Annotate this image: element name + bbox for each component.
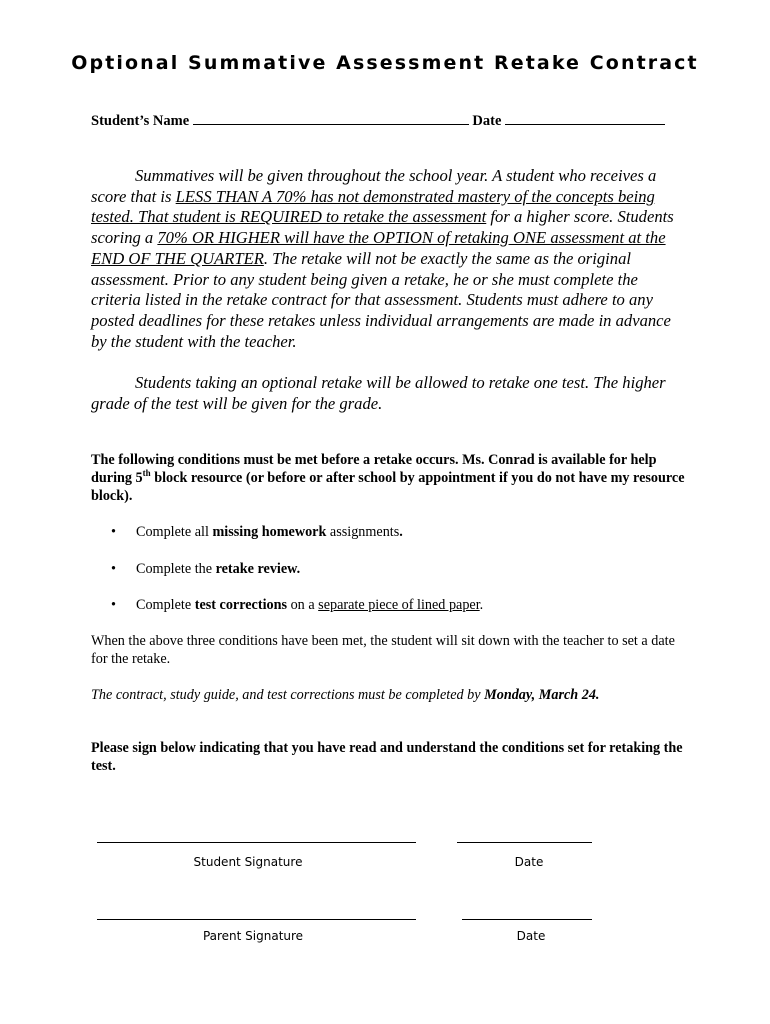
bullet-bold-text: retake review.	[215, 560, 301, 577]
student-date-line[interactable]	[457, 842, 592, 843]
list-item	[91, 560, 685, 597]
parent-signature-line[interactable]	[97, 919, 416, 920]
ordinal-suffix: th	[142, 468, 151, 478]
optional-retake-paragraph	[91, 373, 685, 414]
parent-date-label: Date	[516, 929, 546, 943]
deadline-date: Monday, March 24.	[484, 687, 600, 703]
student-date-label: Date	[514, 855, 544, 869]
student-name-label: Student’s Name	[91, 113, 190, 129]
student-name-blank[interactable]	[193, 111, 469, 125]
intro-underlined-1: LESS THAN A 70% has not demonstrated mastery of the concepts being tested. That student is REQUIRED to retake the assessment	[91, 186, 655, 227]
bullet-text: on a	[287, 597, 319, 613]
parent-signature-label: Parent Signature	[202, 929, 304, 943]
intro-underlined-2: 70% OR HIGHER will have the OPTION of retaking ONE assessment at the END OF THE QUARTER	[91, 228, 666, 268]
bullet-text: .	[479, 597, 484, 613]
deadline-text: The contract, study guide, and test corrections must be completed by	[91, 687, 485, 703]
optional-retake-text: Students taking an optional retake will be allowed to retake one test. The higher grade of the test will be given for the grade.	[91, 373, 666, 413]
please-sign-paragraph: Please sign below indicating that you have read and understand the conditions set for retaking the test.	[91, 740, 683, 774]
student-signature-label: Student Signature	[193, 855, 303, 869]
conditions-text-2: block resource (or before or after school by appointment if you do not have my resource block).	[91, 470, 685, 504]
bullet-text: Complete	[136, 597, 195, 613]
bullet-text: assignments	[326, 524, 400, 540]
list-item	[91, 523, 685, 560]
bullet-text: Complete the	[136, 560, 216, 577]
student-signature-line[interactable]	[97, 842, 416, 843]
bullet-text: Complete all	[136, 524, 213, 540]
after-conditions-paragraph: When the above three conditions have been met, the student will sit down with the teacher to set a date for the retake.	[91, 633, 675, 667]
student-name-date-row	[91, 111, 711, 130]
intro-paragraph	[91, 166, 685, 352]
intro-text-2: for a higher score. Students scoring a	[91, 207, 674, 248]
intro-text-3: . The retake will not be exactly the same as the original assessment. Prior to any student being given a retake, he or she must complete the criteria listed in the retake contract for that assessment. Students must adhere to any posted deadlines for these retakes unless individual arrangements are made in advance by the student with the teacher.	[91, 248, 671, 351]
conditions-paragraph	[91, 451, 685, 505]
date-label: Date	[472, 113, 502, 129]
bullet-bold-text: missing homework	[212, 524, 327, 540]
parent-date-line[interactable]	[462, 919, 592, 920]
bullet-bold-text: test corrections	[194, 597, 288, 613]
conditions-list	[91, 523, 685, 633]
intro-text-1: Summatives will be given throughout the school year. A student who receives a score that is	[91, 166, 657, 206]
deadline-paragraph	[91, 686, 685, 704]
page-title: Optional Summative Assessment Retake Contract	[71, 52, 699, 74]
conditions-text-1: The following conditions must be met before a retake occurs. Ms. Conrad is available for help during 5	[91, 452, 657, 486]
bullet-bold-text: .	[399, 524, 403, 540]
bullet-underlined-text: separate piece of lined paper	[318, 597, 480, 613]
date-blank[interactable]	[505, 111, 665, 125]
list-item	[91, 596, 685, 633]
